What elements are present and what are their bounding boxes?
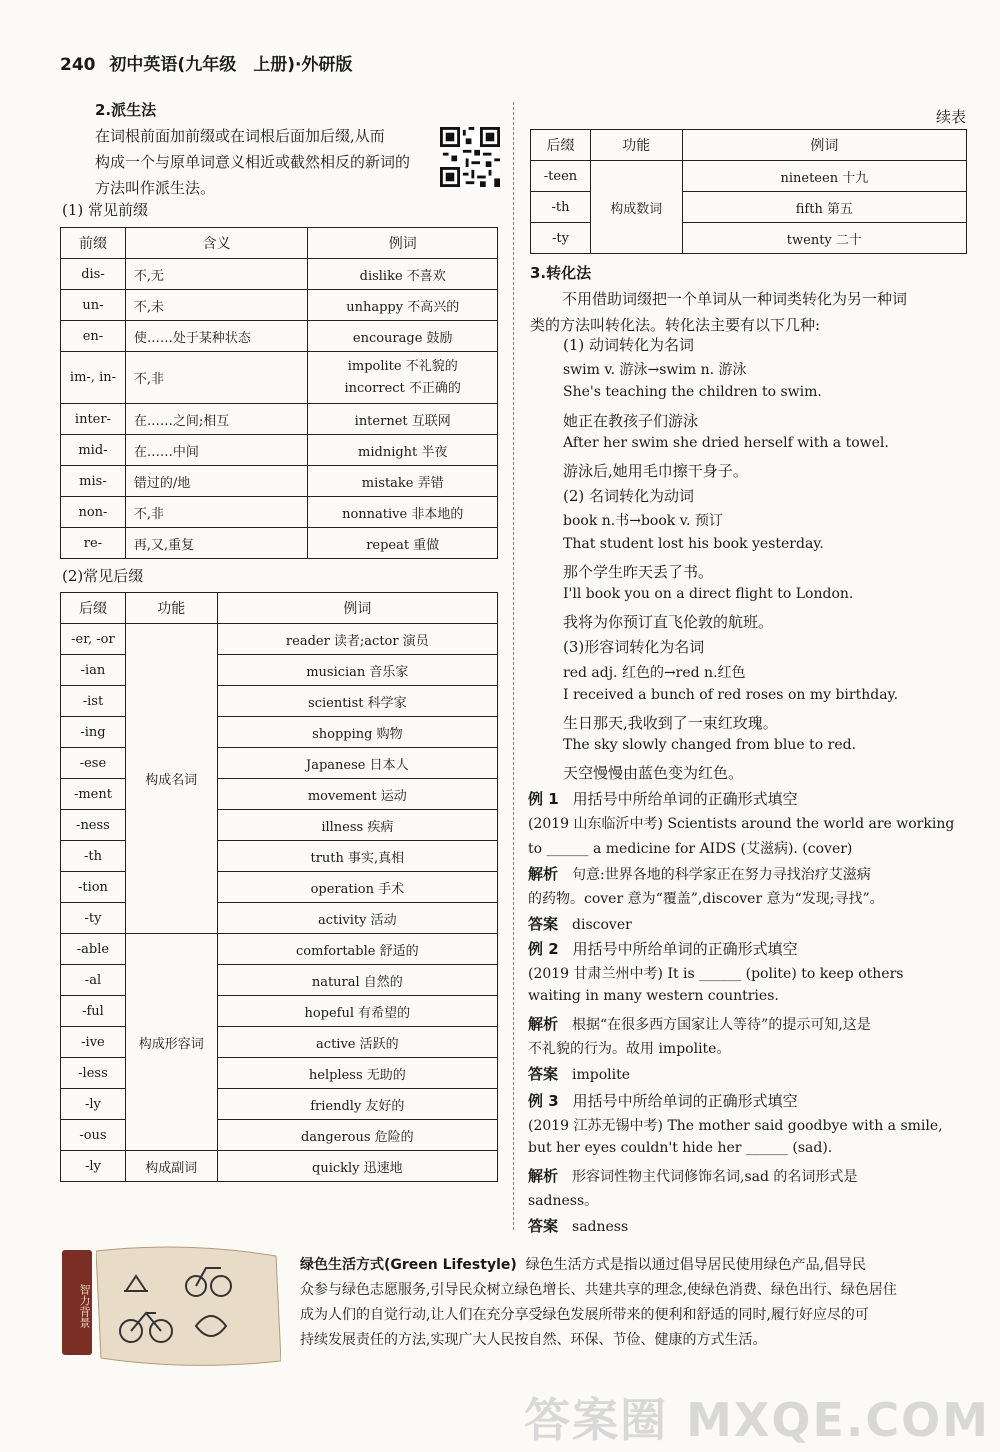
example-instruction: 用括号中所给单词的正确形式填空 <box>572 1092 798 1110</box>
footer-line: 持续发展责任的方法,实现广大人民按自然、环保、节俭、健康的方式生活。 <box>300 1332 767 1348</box>
question-line: (2019 江苏无锡中考) The mother said goodbye with a smile, <box>528 1118 943 1134</box>
meaning-cell: 在……中间 <box>125 435 308 466</box>
example-cell: helpless 无助的 <box>217 1058 497 1089</box>
question-line: to ______ a medicine for AIDS (艾滋病). (cover) <box>528 841 853 857</box>
example-cell: quickly 迅速地 <box>217 1151 497 1182</box>
conversion-line: 我将为你预订直飞伦敦的航班。 <box>563 613 774 632</box>
answer-label: 答案 <box>528 1065 559 1083</box>
conversion-line: 游泳后,她用毛巾擦干身子。 <box>563 462 748 480</box>
answer-line <box>528 913 632 934</box>
conversion-line: The sky slowly changed from blue to red. <box>563 737 857 754</box>
example-label: 例 1 <box>528 790 559 808</box>
example-cell: dislike 不喜欢 <box>308 259 498 290</box>
intro-line: 类的方法叫转化法。转化法主要有以下几种: <box>530 316 821 334</box>
example-cell: nineteen 十九 <box>682 161 966 192</box>
question-line: (2019 甘肃兰州中考) It is ______ (polite) to keep others <box>528 966 904 982</box>
prefix-cell: re- <box>61 528 126 559</box>
table-row <box>61 934 498 965</box>
conversion-line: (3)形容词转化为名词 <box>563 638 705 657</box>
conversion-line: After her swim she dried herself with a towel. <box>563 434 889 451</box>
suffix-cell: -able <box>61 934 126 965</box>
table-header-row <box>61 228 498 259</box>
analysis-text: 形容词性物主代词修饰名词,sad 的名词形式是 <box>572 1169 858 1185</box>
footer-more <box>300 1278 970 1353</box>
table-row <box>61 528 498 559</box>
intro-line: 方法叫作派生法。 <box>95 179 216 197</box>
background-tag: 智力背景 <box>62 1250 92 1355</box>
example-cell: mistake 弄错 <box>308 466 498 497</box>
header-cell: 功能 <box>590 130 682 161</box>
example-cell: unhappy 不高兴的 <box>308 290 498 321</box>
continued-label: 续表 <box>936 108 967 126</box>
analysis-label: 解析 <box>528 865 559 883</box>
header-cell: 例词 <box>217 593 497 624</box>
intro-line: 在词根前面加前缀或在词根后面加后缀,从而 <box>95 127 385 145</box>
suffix-cell: -ty <box>531 223 591 254</box>
conversion-line: (2) 名词转化为动词 <box>563 487 695 506</box>
header-cell: 含义 <box>125 228 308 259</box>
prefix-title: (1) 常见前缀 <box>62 201 149 219</box>
conversion-line: She's teaching the children to swim. <box>563 384 822 401</box>
continued-table <box>530 129 967 254</box>
suffix-title: (2)常见后缀 <box>62 567 144 585</box>
example-cell: midnight 半夜 <box>308 435 498 466</box>
example-cell: hopeful 有希望的 <box>217 996 497 1027</box>
book-title: 初中英语(九年级 上册)·外研版 <box>109 55 353 75</box>
prefix-cell: non- <box>61 497 126 528</box>
example-cell: truth 事实,真相 <box>217 841 497 872</box>
prefix-cell: inter- <box>61 404 126 435</box>
meaning-cell: 不,非 <box>125 497 308 528</box>
example-cell: encourage 鼓励 <box>308 321 498 352</box>
example-cell: movement 运动 <box>217 779 497 810</box>
function-cell: 构成副词 <box>125 1151 217 1182</box>
header-cell: 前缀 <box>61 228 126 259</box>
function-cell: 构成数词 <box>590 161 682 254</box>
green-lifestyle-illustration <box>96 1246 281 1366</box>
analysis-line <box>528 863 871 884</box>
analysis-label: 解析 <box>528 1015 559 1033</box>
question-line: but her eyes couldn't hide her ______ (sad). <box>528 1140 833 1156</box>
meaning-cell: 不,非 <box>125 352 308 404</box>
conversion-line: (1) 动词转化为名词 <box>563 336 695 354</box>
table-header-row <box>531 130 967 161</box>
suffix-cell: -ous <box>61 1120 126 1151</box>
section-heading-conversion: 3.转化法 <box>530 264 592 282</box>
watermark: 答案圈 MXQE.COM <box>524 1393 990 1447</box>
example-cell: friendly 友好的 <box>217 1089 497 1120</box>
meaning-cell: 在……之间;相互 <box>125 404 308 435</box>
example-cell: impolite 不礼貌的 incorrect 不正确的 <box>308 352 498 404</box>
answer-label: 答案 <box>528 1217 559 1235</box>
answer-text: discover <box>572 917 632 933</box>
footer-title: 绿色生活方式(Green Lifestyle) <box>300 1257 517 1273</box>
analysis-line: 不礼貌的行为。故用 impolite。 <box>528 1041 731 1057</box>
example-cell: musician 音乐家 <box>217 655 497 686</box>
prefix-table <box>60 227 498 559</box>
suffix-cell: -ive <box>61 1027 126 1058</box>
prefix-cell: en- <box>61 321 126 352</box>
meaning-cell: 不,未 <box>125 290 308 321</box>
analysis-line <box>528 1013 871 1034</box>
example-heading <box>528 1090 798 1111</box>
table-row <box>61 321 498 352</box>
suffix-cell: -ing <box>61 717 126 748</box>
header-cell: 后缀 <box>61 593 126 624</box>
footer-line: 绿色生活方式是指以通过倡导居民使用绿色产品,倡导民 <box>525 1257 867 1273</box>
analysis-line: sadness。 <box>528 1193 599 1209</box>
question-line: (2019 山东临沂中考) Scientists around the world are working <box>528 816 955 832</box>
conversion-line: 那个学生昨天丢了书。 <box>563 562 714 581</box>
suffix-cell: -teen <box>531 161 591 192</box>
suffix-cell: -tion <box>61 872 126 903</box>
table-row <box>531 161 967 192</box>
prefix-cell: dis- <box>61 259 126 290</box>
suffix-cell: -ment <box>61 779 126 810</box>
example-cell: active 活跃的 <box>217 1027 497 1058</box>
section-heading-derivation: 2.派生法 <box>95 101 157 119</box>
example-instruction: 用括号中所给单词的正确形式填空 <box>572 940 798 958</box>
suffix-cell: -ist <box>61 686 126 717</box>
example-cell: activity 活动 <box>217 903 497 934</box>
conversion-line: book n.书→book v. 预订 <box>563 513 723 530</box>
table-row <box>61 435 498 466</box>
suffix-cell: -er, -or <box>61 624 126 655</box>
analysis-text: 根据“在很多西方国家让人等待”的提示可知,这是 <box>572 1017 871 1033</box>
prefix-cell: un- <box>61 290 126 321</box>
suffix-cell: -less <box>61 1058 126 1089</box>
example-cell: dangerous 危险的 <box>217 1120 497 1151</box>
conversion-line: 天空慢慢由蓝色变为红色。 <box>563 764 744 783</box>
suffix-cell: -ty <box>61 903 126 934</box>
suffix-cell: -ian <box>61 655 126 686</box>
table-row <box>61 259 498 290</box>
question-line: waiting in many western countries. <box>528 988 779 1004</box>
suffix-cell: -ness <box>61 810 126 841</box>
example-heading <box>528 788 798 809</box>
example-cell: Japanese 日本人 <box>217 748 497 779</box>
footer-line: 成为人们的自觉行动,让人们在充分享受绿色发展所带来的便利和舒适的同时,履行好应尽的可 <box>300 1307 869 1323</box>
conversion-line: 她正在教孩子们游泳 <box>563 411 699 430</box>
intro-line: 构成一个与原单词意义相近或截然相反的新词的 <box>95 153 411 171</box>
table-row <box>61 404 498 435</box>
example-cell: shopping 购物 <box>217 717 497 748</box>
prefix-cell: im-, in- <box>61 352 126 404</box>
suffix-cell: -th <box>531 192 591 223</box>
example-cell: fifth 第五 <box>682 192 966 223</box>
answer-label: 答案 <box>528 915 559 933</box>
answer-text: sadness <box>572 1219 629 1235</box>
suffix-cell: -ful <box>61 996 126 1027</box>
example-cell: internet 互联网 <box>308 404 498 435</box>
meaning-cell: 错过的/地 <box>125 466 308 497</box>
conversion-line: That student lost his book yesterday. <box>563 535 824 552</box>
example-cell: illness 疾病 <box>217 810 497 841</box>
example-cell: operation 手术 <box>217 872 497 903</box>
table-row <box>61 497 498 528</box>
table-row <box>61 624 498 655</box>
qr-code-icon[interactable] <box>440 127 500 187</box>
header-cell: 例词 <box>682 130 966 161</box>
function-cell: 构成名词 <box>125 624 217 934</box>
conversion-line: I received a bunch of red roses on my birthday. <box>563 686 899 703</box>
answer-line <box>528 1063 630 1084</box>
table-row <box>61 1151 498 1182</box>
conversion-line: swim v. 游泳→swim n. 游泳 <box>563 362 747 379</box>
footer-text <box>300 1253 960 1278</box>
conversion-intro <box>530 286 970 338</box>
analysis-line: 的药物。cover 意为“覆盖”,discover 意为“发现;寻找”。 <box>528 891 884 907</box>
analysis-label: 解析 <box>528 1167 559 1185</box>
example-cell: reader 读者;actor 演员 <box>217 624 497 655</box>
page-header <box>60 50 352 75</box>
footer-line: 众参与绿色志愿服务,引导民众树立绿色增长、共建共享的理念,使绿色消费、绿色出行、绿色居住 <box>300 1282 897 1298</box>
example-cell: natural 自然的 <box>217 965 497 996</box>
table-row <box>61 352 498 404</box>
intro-line: 不用借助词缀把一个单词从一种词类转化为另一种词 <box>562 290 908 308</box>
header-cell: 例词 <box>308 228 498 259</box>
header-cell: 功能 <box>125 593 217 624</box>
conversion-line: I'll book you on a direct flight to London. <box>563 586 854 602</box>
header-cell: 后缀 <box>531 130 591 161</box>
example-label: 例 2 <box>528 940 559 958</box>
table-header-row <box>61 593 498 624</box>
suffix-cell: -al <box>61 965 126 996</box>
function-cell: 构成形容词 <box>125 934 217 1151</box>
example-cell: comfortable 舒适的 <box>217 934 497 965</box>
prefix-cell: mid- <box>61 435 126 466</box>
meaning-cell: 使……处于某种状态 <box>125 321 308 352</box>
example-cell: repeat 重做 <box>308 528 498 559</box>
prefix-cell: mis- <box>61 466 126 497</box>
table-row <box>61 290 498 321</box>
example-cell: nonnative 非本地的 <box>308 497 498 528</box>
table-row <box>61 466 498 497</box>
example-heading <box>528 938 798 959</box>
answer-text: impolite <box>572 1067 631 1083</box>
meaning-cell: 不,无 <box>125 259 308 290</box>
page-number: 240 <box>60 55 96 75</box>
suffix-cell: -ly <box>61 1151 126 1182</box>
analysis-line <box>528 1165 857 1186</box>
suffix-table <box>60 592 498 1182</box>
example-cell: twenty 二十 <box>682 223 966 254</box>
answer-line <box>528 1215 628 1236</box>
analysis-text: 句意:世界各地的科学家正在努力寻找治疗艾滋病 <box>572 867 871 883</box>
conversion-line: red adj. 红色的→red n.红色 <box>563 664 746 681</box>
meaning-cell: 再,又,重复 <box>125 528 308 559</box>
column-divider <box>513 102 514 1230</box>
suffix-cell: -ly <box>61 1089 126 1120</box>
example-label: 例 3 <box>528 1092 559 1110</box>
conversion-line: 生日那天,我收到了一束红玫瑰。 <box>563 714 778 732</box>
example-instruction: 用括号中所给单词的正确形式填空 <box>572 790 798 808</box>
suffix-cell: -th <box>61 841 126 872</box>
suffix-cell: -ese <box>61 748 126 779</box>
derivation-intro <box>95 123 440 201</box>
example-cell: scientist 科学家 <box>217 686 497 717</box>
